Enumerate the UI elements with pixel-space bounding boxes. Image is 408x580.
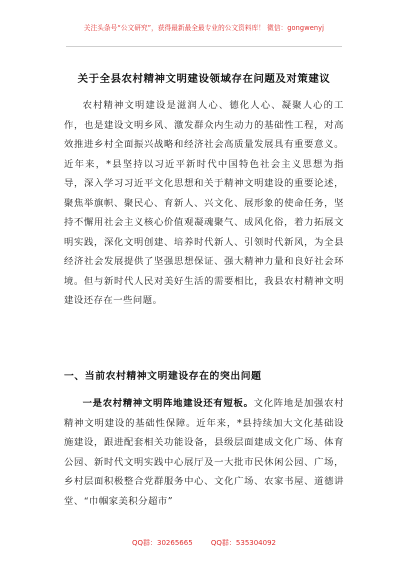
section-heading: 一、当前农村精神文明建设存在的突出问题 xyxy=(64,371,262,382)
section-paragraph-lead: 一是农村精神文明阵地建设还有短板。 xyxy=(82,398,254,409)
header-divider xyxy=(66,46,342,47)
top-banner: 关注头条号“公文研究”，获得最新最全最专业的公文资料库！ 微信：gongwenyj xyxy=(83,24,325,32)
section-paragraph xyxy=(64,394,344,511)
section-paragraph-text: 文化阵地是加强农村精神文明建设的基础性保障。近年来，*县持续加大文化基础设施建设，跟进配套相关功能设备，县级层面建成文化广场、体育公园、新时代文明实践中心展厅及一大批市民休闲公园、广场，乡村层面积极整合党群服务中心、文化广场、农家书屋、道德讲堂、“巾帼家美积分超市” xyxy=(64,398,344,507)
footer-qq-group-1: QQ群：30265665 xyxy=(132,539,193,547)
footer xyxy=(0,538,408,548)
intro-paragraph: 农村精神文明建设是滋润人心、德化人心、凝聚人心的工作，也是建设文明乡风、激发群众内生动力的基础性工程，对高效推进乡村全面振兴战略和经济社会高质量发展具有重要意义。近年来，*县坚持以习近平新时代中国特色社会主义思想为指导，深入学习习近平文化思想和关于精神文明建设的重要论述，聚焦举旗帜、聚民心、育新人、兴文化、展形象的使命任务，坚持不懈用社会主义核心价值观凝魂聚气、成风化俗，着力拓展文明实践，深化文明创建、培养时代新人、引领时代新风，为全县经济社会发展提供了坚强思想保证、强大精神力量和良好社会环境。但与新时代人民对美好生活的需要相比，我县农村精神文明建设还存在一些问题。 xyxy=(64,100,344,306)
document-title: 关于全县农村精神文明建设领域存在问题及对策建议 xyxy=(77,73,331,85)
footer-qq-group-2: QQ群：535304092 xyxy=(210,539,276,547)
